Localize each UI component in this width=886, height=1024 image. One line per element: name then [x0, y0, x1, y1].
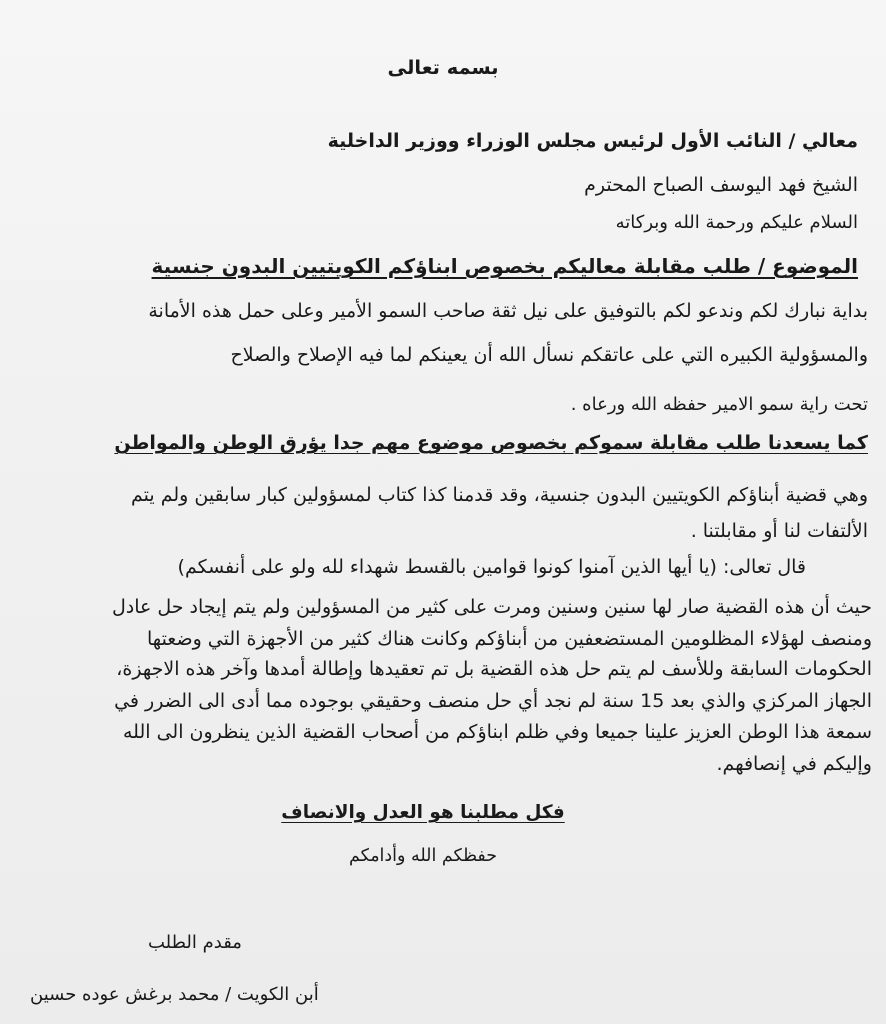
quran-verse: قال تعالى: (يا أيها الذين آمنوا كونوا قوامين بالقسط شهداء لله ولو على أنفسكم) [177, 556, 806, 578]
body-line: وإليكم في إنصافهم. [716, 753, 872, 775]
request-line: كما يسعدنا طلب مقابلة سموكم بخصوص موضوع مهم جدا يؤرق الوطن والمواطن [114, 432, 868, 454]
demand-text: فكل مطلبنا هو العدل والانصاف [281, 802, 565, 823]
body-line: الحكومات السابقة وللأسف لم يتم حل هذه القضية بل تم تعقيدها وإطالة أمدها وآخر هذه الاجهزة، [116, 658, 872, 680]
body-line: سمعة هذا الوطن العزيز علينا جميعا وفي ظلم ابناؤكم من أصحاب القضية الذين ينظرون الى الله [122, 721, 872, 743]
blessing-line: حفظكم الله وأدامكم [348, 846, 498, 866]
case-line: وهي قضية أبناؤكم الكويتيين البدون جنسية، وقد قدمنا كذا كتاب لمسؤولين كبار سابقين ولم يتم [131, 484, 868, 506]
demand-line [0, 802, 886, 823]
intro-line: والمسؤولية الكبيره التي على عاتقكم نسأل الله أن يعينكم لما فيه الإصلاح والصلاح [230, 344, 868, 366]
basmala-heading: بسمه تعالى [387, 56, 499, 79]
subject-line: الموضوع / طلب مقابلة معاليكم بخصوص ابناؤكم الكويتيين البدون جنسية [151, 254, 858, 278]
applicant-label: مقدم الطلب [148, 932, 242, 953]
body-line: حيث أن هذه القضية صار لها سنين وسنين ومرت على كثير من المسؤولين ولم يتم إيجاد حل عادل [111, 596, 872, 618]
body-line: ومنصف لهؤلاء المظلومين المستضعفين من أبناؤكم وكانت هناك كثير من الأجهزة التي وضعتها [147, 628, 872, 650]
intro-line: بداية نبارك لكم وندعو لكم بالتوفيق على نيل ثقة صاحب السمو الأمير وعلى حمل هذه الأمانة [148, 300, 868, 322]
greeting: السلام عليكم ورحمة الله وبركاته [615, 212, 858, 233]
signature-line: أبن الكويت / محمد برغش عوده حسين [30, 984, 319, 1005]
case-line: الألتفات لنا أو مقابلتنا . [690, 520, 868, 542]
recipient-title: معالي / النائب الأول لرئيس مجلس الوزراء ووزير الداخلية [327, 130, 858, 152]
intro-line: تحت راية سمو الامير حفظه الله ورعاه . [570, 394, 868, 415]
body-line: الجهاز المركزي والذي بعد 15 سنة لم نجد أي حل منصف وحقيقي بوجوده مما أدى الى الضرر في [114, 690, 872, 712]
recipient-name: الشيخ فهد اليوسف الصباح المحترم [584, 174, 858, 196]
